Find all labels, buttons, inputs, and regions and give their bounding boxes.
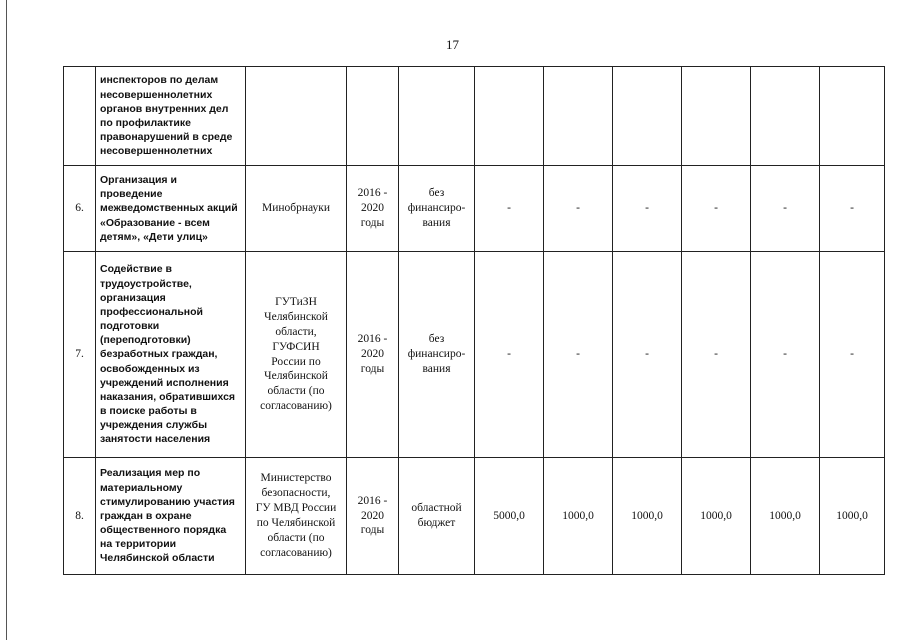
amount-year: -: [820, 252, 885, 458]
amount-year: -: [682, 252, 751, 458]
amount-year: 1000,0: [544, 458, 613, 575]
executor: Министерство безопасности, ГУ МВД России по Челябинской области (по согласованию): [246, 458, 347, 575]
amount-total: [475, 67, 544, 166]
amount-total: 5000,0: [475, 458, 544, 575]
amount-year: -: [751, 166, 820, 252]
page-margin-rule: [6, 0, 7, 640]
funding-source: без финансиро- вания: [399, 166, 475, 252]
row-number: 6.: [64, 166, 96, 252]
years: 2016 - 2020 годы: [347, 252, 399, 458]
amount-year: [613, 67, 682, 166]
amount-year: -: [613, 252, 682, 458]
amount-year: [751, 67, 820, 166]
measure-description: Содействие в трудоустройстве, организация профессиональной подготовки (переподготовки) безработных граждан, освобожденных из учреждений исполнения наказания, обратившихся в поиске работы в учреждения службы занятости населения: [96, 252, 246, 458]
funding-source: без финансиро- вания: [399, 252, 475, 458]
measure-description: Организация и проведение межведомственных акций «Образование - всем детям», «Дети улиц»: [96, 166, 246, 252]
years: 2016 - 2020 годы: [347, 166, 399, 252]
measure-description: Реализация мер по материальному стимулированию участия граждан в охране общественного порядка на территории Челябинской области: [96, 458, 246, 575]
amount-year: 1000,0: [682, 458, 751, 575]
amount-year: -: [544, 166, 613, 252]
page-number: 17: [446, 37, 459, 52]
table-row: [64, 166, 885, 252]
amount-year: -: [751, 252, 820, 458]
executor: ГУТиЗН Челябинской области, ГУФСИН России по Челябинской области (по согласованию): [246, 252, 347, 458]
executor: [246, 67, 347, 166]
measure-description: инспекторов по делам несовершеннолетних органов внутренних дел по профилактике правонарушений в среде несовершеннолетних: [96, 67, 246, 166]
amount-year: -: [682, 166, 751, 252]
funding-source: [399, 67, 475, 166]
amount-year: -: [820, 166, 885, 252]
amount-year: -: [544, 252, 613, 458]
amount-year: [544, 67, 613, 166]
executor: Минобрнауки: [246, 166, 347, 252]
amount-total: -: [475, 252, 544, 458]
years: [347, 67, 399, 166]
table-row: [64, 67, 885, 166]
amount-year: [820, 67, 885, 166]
funding-source: областной бюджет: [399, 458, 475, 575]
years: 2016 - 2020 годы: [347, 458, 399, 575]
row-number: [64, 67, 96, 166]
amount-year: 1000,0: [751, 458, 820, 575]
table-row: [64, 458, 885, 575]
amount-year: -: [613, 166, 682, 252]
program-measures-table: [63, 66, 885, 575]
amount-total: -: [475, 166, 544, 252]
amount-year: [682, 67, 751, 166]
amount-year: 1000,0: [613, 458, 682, 575]
amount-year: 1000,0: [820, 458, 885, 575]
row-number: 8.: [64, 458, 96, 575]
table-row: [64, 252, 885, 458]
row-number: 7.: [64, 252, 96, 458]
